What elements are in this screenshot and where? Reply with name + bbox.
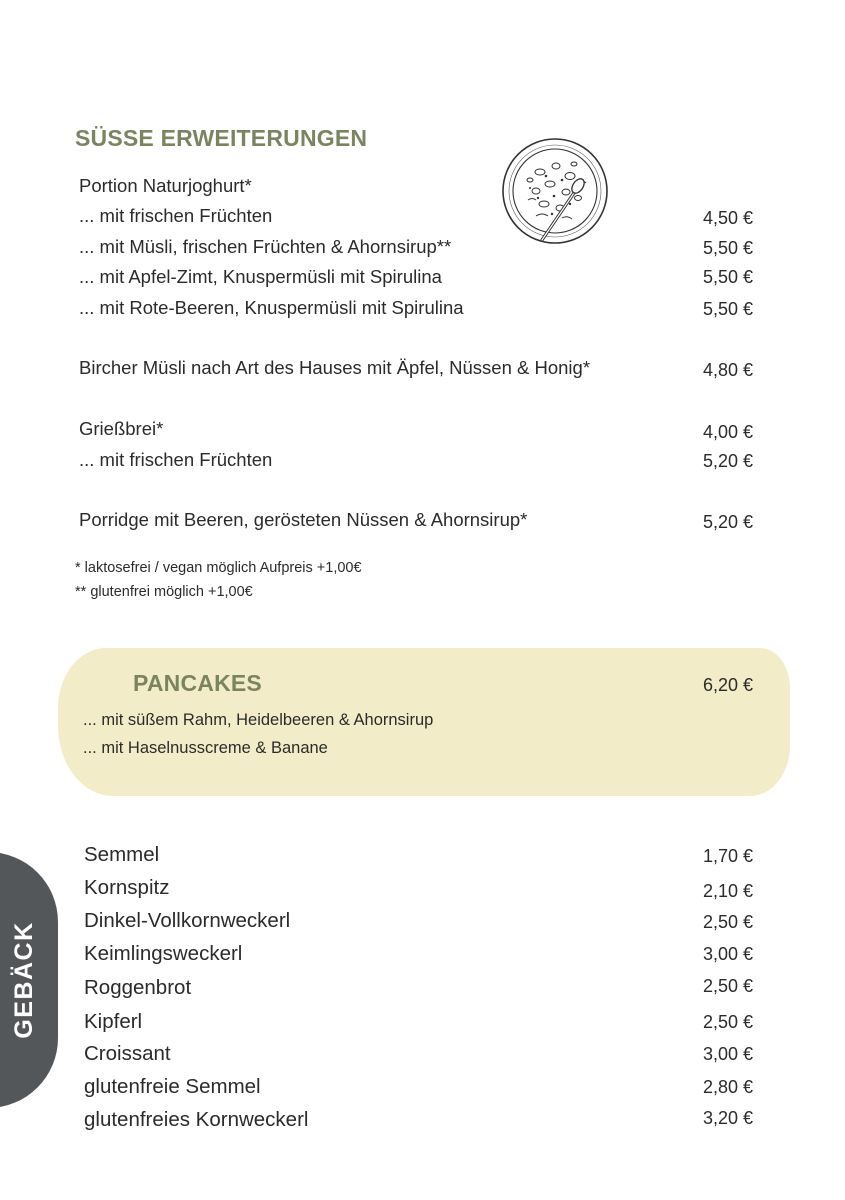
menu-item: Porridge mit Beeren, gerösteten Nüssen & Ahornsirup*	[79, 509, 528, 530]
bakery-item: Kornspitz	[84, 876, 170, 899]
bakery-price: 2,50 €	[702, 1012, 753, 1032]
item-price: 5,50 €	[702, 238, 753, 258]
item-price: 5,50 €	[702, 267, 753, 287]
menu-item: ... mit Apfel-Zimt, Knuspermüsli mit Spirulina	[79, 266, 442, 287]
bakery-price: 3,00 €	[702, 944, 753, 964]
item-price: 4,80 €	[702, 360, 753, 380]
bakery-item: Kipferl	[84, 1010, 143, 1033]
bakery-item: Dinkel-Vollkornweckerl	[84, 909, 291, 932]
menu-item: Bircher Müsli nach Art des Hauses mit Äpfel, Nüssen & Honig*	[79, 357, 591, 378]
bakery-price: 3,20 €	[702, 1108, 753, 1128]
item-price: 4,00 €	[702, 422, 753, 442]
bakery-price: 2,50 €	[702, 912, 753, 932]
item-price: 5,20 €	[702, 451, 753, 471]
bakery-item: glutenfreies Kornweckerl	[84, 1108, 309, 1131]
pancakes-option: ... mit süßem Rahm, Heidelbeeren & Ahornsirup	[83, 711, 434, 729]
bakery-item: Croissant	[84, 1042, 171, 1065]
item-price: 4,50 €	[702, 208, 753, 228]
footnote: ** glutenfrei möglich +1,00€	[75, 584, 253, 600]
bakery-price: 3,00 €	[702, 1044, 753, 1064]
bakery-item: Roggenbrot	[84, 976, 192, 999]
menu-item: ... mit frischen Früchten	[79, 449, 273, 470]
bakery-price: 2,80 €	[702, 1077, 753, 1097]
menu-item: ... mit Rote-Beeren, Knuspermüsli mit Spirulina	[79, 297, 464, 318]
section-title-sweet: SÜSSE ERWEITERUNGEN	[75, 125, 368, 151]
menu-item: ... mit Müsli, frischen Früchten & Ahornsirup**	[79, 236, 452, 257]
bakery-item: Keimlingsweckerl	[84, 942, 243, 965]
bakery-price: 2,10 €	[702, 881, 753, 901]
item-price: 5,50 €	[702, 299, 753, 319]
bakery-item: Semmel	[84, 843, 160, 866]
item-price: 5,20 €	[702, 512, 753, 532]
menu-item: Grießbrei*	[79, 418, 164, 439]
menu-item: Portion Naturjoghurt*	[79, 175, 252, 196]
bakery-price: 1,70 €	[702, 846, 753, 866]
section-title-pancakes: PANCAKES	[133, 670, 262, 696]
muesli-bowl-icon	[500, 136, 612, 248]
pancakes-price: 6,20 €	[702, 675, 753, 695]
bakery-item: glutenfreie Semmel	[84, 1075, 261, 1098]
footnote: * laktosefrei / vegan möglich Aufpreis +1,00€	[75, 560, 362, 576]
menu-item: ... mit frischen Früchten	[79, 205, 273, 226]
bakery-tab-label: GEBÄCK	[9, 921, 38, 1039]
bakery-price: 2,50 €	[702, 976, 753, 996]
pancakes-option: ... mit Haselnusscreme & Banane	[83, 739, 328, 757]
